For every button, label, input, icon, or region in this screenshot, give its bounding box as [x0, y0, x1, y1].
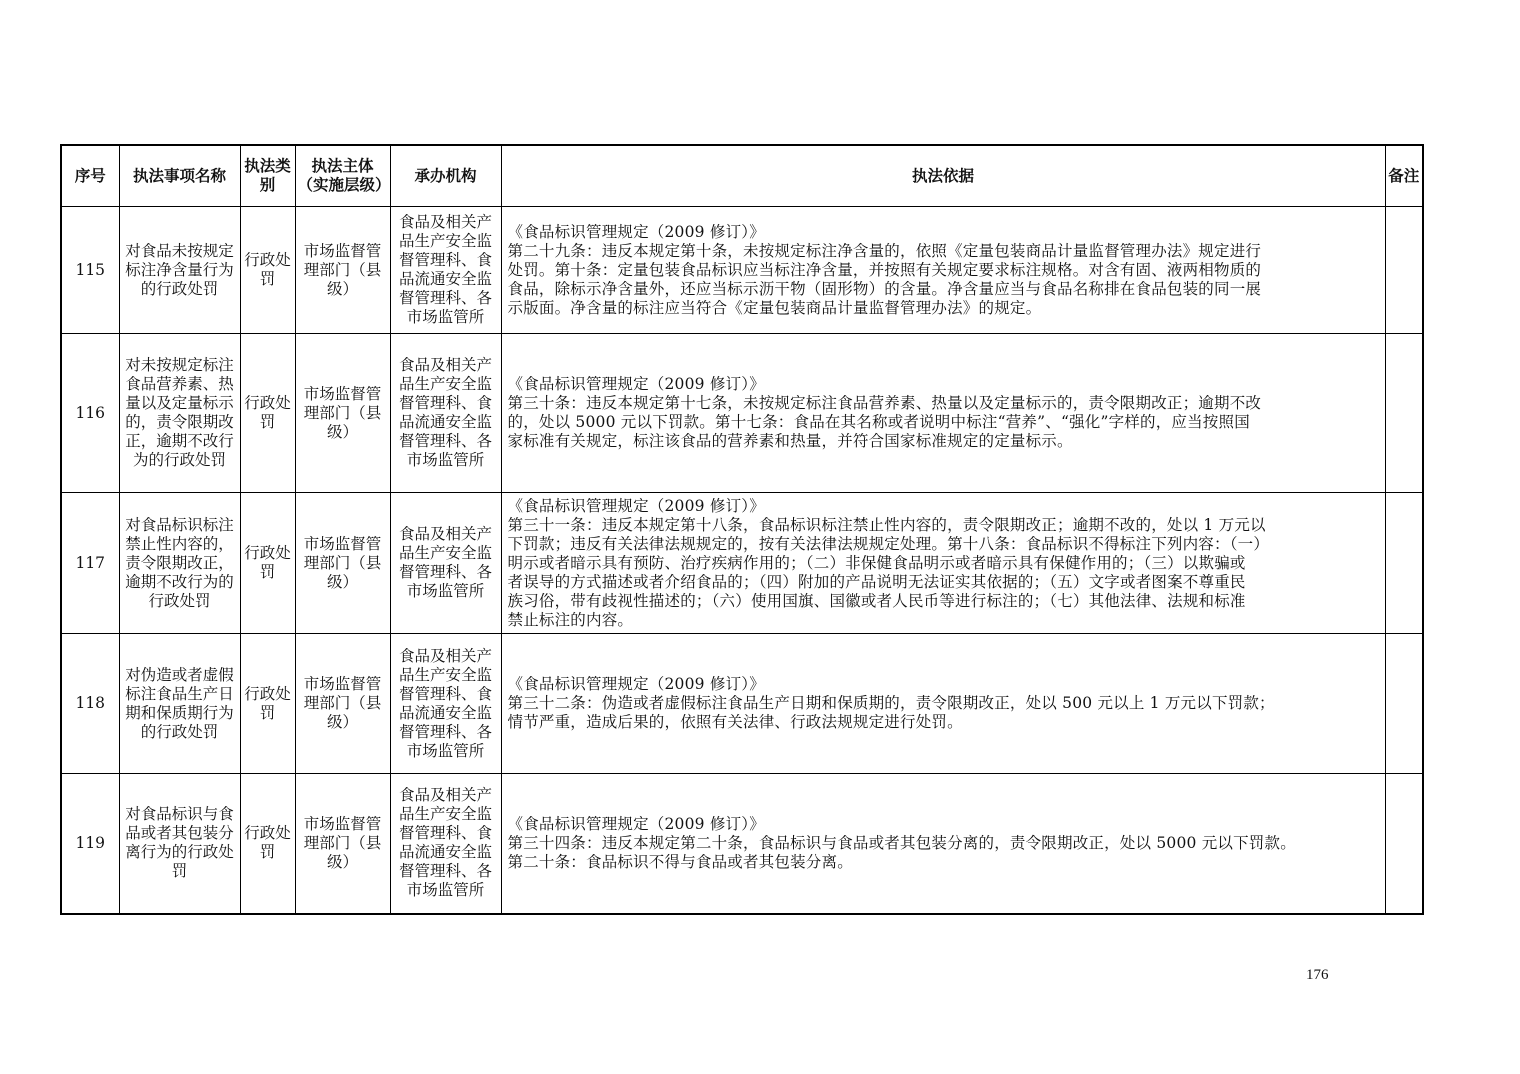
basis-line: 家标准有关规定，标注该食品的营养素和热量，并符合国家标准规定的定量标示。: [507, 432, 1073, 450]
basis-line: 第三十一条：违反本规定第十八条，食品标识标注禁止性内容的，责令限期改正；逾期不改的，处以 1 万元以: [507, 515, 1266, 534]
header-basis: 执法依据: [501, 145, 1385, 207]
cell-seq: 119: [61, 774, 119, 914]
cell-note: [1385, 207, 1423, 334]
cell-category: 行政处罚: [240, 334, 295, 493]
header-item-name: 执法事项名称: [119, 145, 240, 207]
basis-line: 族习俗，带有歧视性描述的；（六）使用国旗、国徽或者人民币等进行标注的；（七）其他法律、法规和标准: [507, 591, 1246, 610]
cell-basis: [501, 634, 1385, 774]
basis-line: 第二十九条：违反本规定第十条，未按规定标注净含量的，依照《定量包装商品计量监督管理办法》规定进行: [507, 241, 1262, 260]
header-subject: 执法主体（实施层级）: [295, 145, 390, 207]
basis-line: 示版面。净含量的标注应当符合《定量包装商品计量监督管理办法》的规定。: [507, 298, 1042, 317]
header-category: 执法类别: [240, 145, 295, 207]
cell-note: [1385, 334, 1423, 493]
cell-subject: 市场监督管理部门（县级）: [295, 334, 390, 493]
cell-basis: [501, 774, 1385, 914]
cell-category: 行政处罚: [240, 493, 295, 634]
cell-item-name: 对食品标识与食品或者其包装分离行为的行政处罚: [119, 774, 240, 914]
cell-category: 行政处罚: [240, 774, 295, 914]
cell-note: [1385, 493, 1423, 634]
cell-item-name: 对未按规定标注食品营养素、热量以及定量标示的，责令限期改正，逾期不改行为的行政处罚: [119, 334, 240, 493]
basis-line: 处罚。第十条：定量包装食品标识应当标注净含量，并按照有关规定要求标注规格。对含有固、液两相物质的: [507, 260, 1262, 279]
cell-item-name: 对食品未按规定标注净含量行为的行政处罚: [119, 207, 240, 334]
basis-line: 第三十条：违反本规定第十七条，未按规定标注食品营养素、热量以及定量标示的，责令限期改正；逾期不改: [507, 394, 1262, 412]
basis-line: 《食品标识管理规定（2009 修订）》: [507, 496, 765, 515]
basis-line: 第二十条：食品标识不得与食品或者其包装分离。: [507, 852, 853, 871]
table-row: [61, 634, 1423, 774]
cell-subject: 市场监督管理部门（县级）: [295, 493, 390, 634]
table-row: [61, 334, 1423, 493]
enforcement-table: [60, 144, 1424, 915]
cell-note: [1385, 774, 1423, 914]
cell-basis: [501, 334, 1385, 493]
header-note: 备注: [1385, 145, 1423, 207]
cell-item-name: 对食品标识标注禁止性内容的，责令限期改正，逾期不改行为的行政处罚: [119, 493, 240, 634]
basis-line: 《食品标识管理规定（2009 修订）》: [507, 375, 765, 393]
cell-agency: 食品及相关产品生产安全监督管理科、食品流通安全监督管理科、各市场监管所: [390, 207, 501, 334]
table-body: [61, 207, 1423, 914]
cell-category: 行政处罚: [240, 634, 295, 774]
basis-line: 《食品标识管理规定（2009 修订）》: [507, 675, 765, 693]
table-row: [61, 207, 1423, 334]
basis-line: 《食品标识管理规定（2009 修订）》: [507, 222, 765, 241]
cell-seq: 115: [61, 207, 119, 334]
cell-subject: 市场监督管理部门（县级）: [295, 634, 390, 774]
cell-note: [1385, 634, 1423, 774]
cell-basis: [501, 207, 1385, 334]
cell-agency: 食品及相关产品生产安全监督管理科、食品流通安全监督管理科、各市场监管所: [390, 634, 501, 774]
page-number: 176: [1306, 967, 1329, 983]
basis-line: 者误导的方式描述或者介绍食品的；（四）附加的产品说明无法证实其依据的；（五）文字或者图案不尊重民: [507, 572, 1246, 591]
table-row: [61, 774, 1423, 914]
basis-line: 禁止标注的内容。: [507, 610, 634, 629]
basis-line: 食品，除标示净含量外，还应当标示沥干物（固形物）的含量。净含量应当与食品名称排在食品包装的同一展: [507, 279, 1262, 298]
cell-basis: [501, 493, 1385, 634]
header-row: [61, 145, 1423, 207]
cell-agency: 食品及相关产品生产安全监督管理科、食品流通安全监督管理科、各市场监管所: [390, 774, 501, 914]
basis-line: 《食品标识管理规定（2009 修订）》: [507, 814, 765, 833]
cell-seq: 116: [61, 334, 119, 493]
cell-category: 行政处罚: [240, 207, 295, 334]
cell-agency: 食品及相关产品生产安全监督管理科、食品流通安全监督管理科、各市场监管所: [390, 334, 501, 493]
cell-seq: 118: [61, 634, 119, 774]
cell-subject: 市场监督管理部门（县级）: [295, 207, 390, 334]
basis-line: 第三十二条：伪造或者虚假标注食品生产日期和保质期的，责令限期改正，处以 500 元以上 1 万元以下罚款；: [507, 694, 1275, 712]
basis-line: 下罚款；违反有关法律法规规定的，按有关法律法规规定处理。第十八条：食品标识不得标注下列内容：（一）: [507, 534, 1270, 553]
basis-line: 情节严重，造成后果的，依照有关法律、行政法规规定进行处罚。: [507, 713, 963, 731]
basis-line: 第三十四条：违反本规定第二十条，食品标识与食品或者其包装分离的，责令限期改正，处以 5000 元以下罚款。: [507, 833, 1296, 852]
cell-subject: 市场监督管理部门（县级）: [295, 774, 390, 914]
table-row: [61, 493, 1423, 634]
header-seq: 序号: [61, 145, 119, 207]
cell-agency: 食品及相关产品生产安全监督管理科、各市场监管所: [390, 493, 501, 634]
header-agency: 承办机构: [390, 145, 501, 207]
basis-line: 的，处以 5000 元以下罚款。第十七条：食品在其名称或者说明中标注“营养”、“强化”字样的，应当按照国: [507, 413, 1250, 431]
cell-item-name: 对伪造或者虚假标注食品生产日期和保质期行为的行政处罚: [119, 634, 240, 774]
enforcement-table-container: [60, 144, 1422, 915]
basis-line: 明示或者暗示具有预防、治疗疾病作用的；（二）非保健食品明示或者暗示具有保健作用的；（三）以欺骗或: [507, 553, 1246, 572]
cell-seq: 117: [61, 493, 119, 634]
